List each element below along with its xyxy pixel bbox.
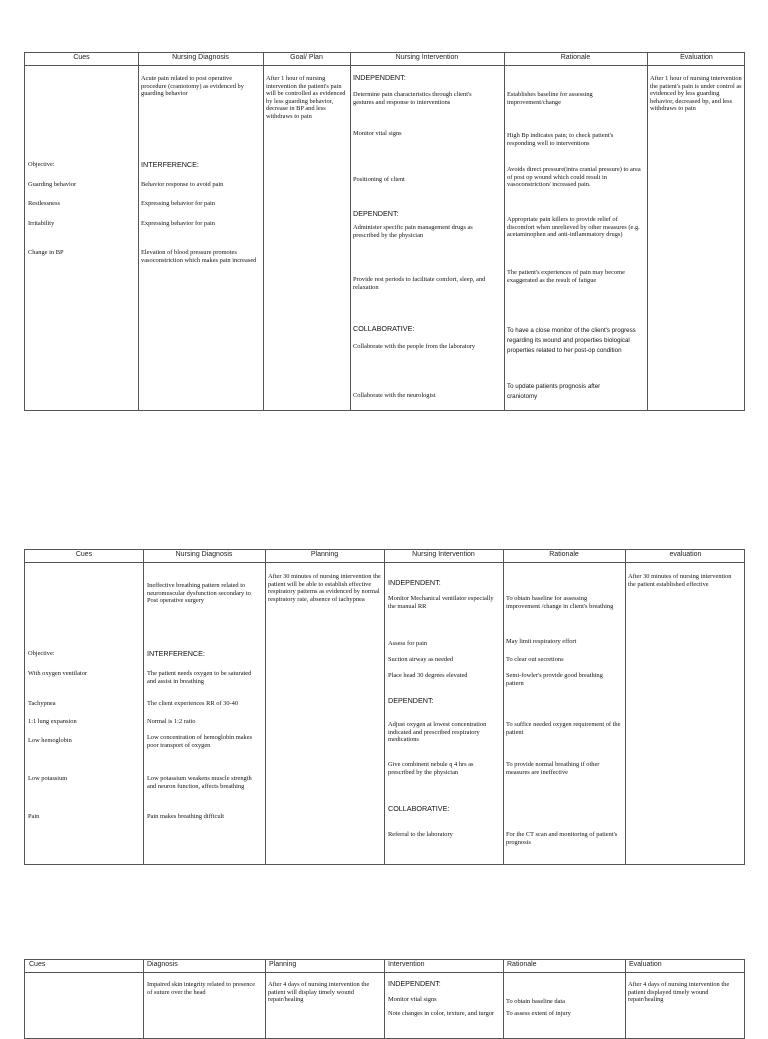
cue-item: Change in BP (28, 249, 64, 256)
rationale-item: To provide normal breathing if other measures are ineffective (506, 761, 600, 776)
collaborative-label: COLLABORATIVE: (353, 324, 415, 333)
rationale-item: To obtain baseline for assessing improvement /change in client's breathing (506, 595, 614, 610)
interference-item: Expressing behavior for pain (141, 200, 216, 207)
interference-item: Elevation of blood pressure promotes vasoconstriction which makes pain increased (141, 249, 257, 264)
cue-item: Low potassium (28, 775, 68, 782)
interference-item: The client experiences RR of 30-40 (147, 700, 239, 707)
dependent-label: DEPENDENT: (388, 696, 434, 705)
cue-item: Pain (28, 813, 40, 820)
rationale-item: To obtain baseline data (506, 998, 566, 1005)
cue-item: Low hemoglobin (28, 737, 72, 744)
header-intervention: Nursing Intervention (395, 54, 459, 61)
header-intervention: Intervention (388, 961, 425, 968)
rationale-item: To have a close monitor of the client's progress regarding its wound and properties biological properties related to her post-op condition (507, 327, 636, 354)
intervention-item: Assess for pain (388, 640, 428, 647)
header-intervention: Nursing Intervention (412, 551, 475, 558)
collaborative-label: COLLABORATIVE: (388, 804, 450, 813)
cue-item: Restlessness (28, 200, 60, 207)
objective-label: Objective: (28, 650, 55, 657)
cue-item: Irritability (28, 220, 55, 227)
interference-item: Expressing behavior for pain (141, 220, 216, 227)
diagnosis-text: Acute pain related to post operative procedure (craniotomy) as evidenced by guarding behavior (141, 75, 244, 97)
care-plan-table-skin (24, 959, 745, 1039)
rationale-item: To suffice needed oxygen requirement of the patient (506, 721, 621, 736)
header-cues: Cues (73, 54, 90, 61)
cue-item: Tachypnea (28, 700, 56, 707)
rationale-item: To update patients prognosis after craniotomy (507, 383, 601, 400)
header-cues: Cues (29, 961, 46, 968)
rationale-item: May limit respiratory effort (506, 638, 577, 645)
header-planning: Planning (310, 551, 339, 558)
evaluation-text: After 4 days of nursing intervention the patient displayed timely wound repair/healing (628, 981, 730, 1003)
intervention-item: Adjust oxygen at lowest concentration indicated and prescribed respiratory medications (388, 721, 487, 743)
objective-label: Objective: (28, 161, 55, 168)
independent-label: INDEPENDENT: (388, 979, 441, 988)
intervention-item: Administer specific pain management drugs as prescribed by the physician (353, 224, 473, 239)
planning-text: After 30 minutes of nursing intervention the patient will be able to establish effective respiratory patterns as evidenced by normal respiratory rate, absence of tachypnea (268, 573, 381, 603)
rationale-item: Avoids direct pressure(intra cranial pressure) to area of post op wound which could result in vasoconstriction/ increased pain. (507, 166, 641, 188)
interference-item: Low potassium weakens muscle strength and neuron function, affects breathing (147, 775, 252, 790)
intervention-item: Positioning of client (353, 176, 405, 183)
evaluation-text: After 1 hour of nursing intervention the patient's pain is under control as evidenced by less guarding behavior, decreased bp, and less withdraws to pain (650, 75, 742, 112)
header-evaluation: Evaluation (629, 961, 662, 968)
header-evaluation: evaluation (669, 551, 702, 558)
intervention-item: Monitor vital signs (353, 130, 402, 137)
intervention-item: Provide rest periods to facilitate comfort, sleep, and relaxation (353, 276, 486, 291)
interference-item: The patient needs oxygen to be saturated and assist in breathing (147, 670, 252, 685)
intervention-item: Collaborate with the neurologist (353, 392, 436, 399)
header-cues: Cues (75, 551, 93, 558)
interference-item: Normal is 1:2 ratio (147, 718, 196, 725)
header-rationale: Rationale (560, 54, 591, 61)
intervention-item: Suction airway as needed (388, 656, 454, 663)
evaluation-text: After 30 minutes of nursing intervention the patient established effective (628, 573, 732, 588)
intervention-item: Referral to the laboratory (388, 831, 453, 838)
rationale-item: High Bp indicates pain; to check patient's responding well to interventions (507, 132, 614, 147)
header-goal: Goal/ Plan (290, 54, 323, 61)
header-diagnosis: Nursing Diagnosis (175, 551, 233, 558)
intervention-item: Note changes in color, texture, and turgor (388, 1010, 495, 1017)
header-diagnosis: Diagnosis (147, 961, 178, 968)
planning-text: After 4 days of nursing intervention the patient will display timely wound repair/healing (268, 981, 370, 1003)
header-evaluation: Evaluation (680, 54, 713, 61)
dependent-label: DEPENDENT: (353, 209, 399, 218)
intervention-item: Monitor vital signs (388, 996, 437, 1003)
interference-item: Behavior response to avoid pain (141, 181, 224, 188)
cue-item: Guarding behavior (28, 181, 77, 188)
rationale-item: To assess extent of injury (506, 1010, 571, 1017)
rationale-item: For the CT scan and monitoring of patient's prognosis (506, 831, 618, 846)
intervention-item: Give combinent nebule q 4 hrs as prescribed by the physician (388, 761, 474, 776)
goal-text: After 1 hour of nursing intervention the patient's pain will be controlled as evidenced by less guarding behavior, decrease in BP and less withdraws to pain (266, 75, 346, 120)
rationale-item: Semi-fowler's provide good breathing pattern (506, 672, 603, 687)
care-plan-table-pain (24, 52, 745, 411)
care-plan-table-breathing (24, 549, 745, 865)
cue-item: 1:1 lung expansion (28, 718, 77, 725)
rationale-item: The patient's experiences of pain may become exaggerated as the result of fatigue (507, 269, 625, 284)
rationale-item: To clear out secretions (506, 656, 564, 663)
header-planning: Planning (269, 961, 297, 968)
rationale-item: Appropriate pain killers to provide relief of discomfort when unrelieved by other measures (e.g. acetaminophen and anti-inflammatory drugs) (507, 216, 640, 238)
interference-label: INTERFERENCE: (147, 649, 205, 658)
diagnosis-text: Impaired skin integrity related to presence of suture over the head (147, 981, 256, 996)
header-rationale: Rationale (507, 961, 537, 968)
intervention-item: Collaborate with the people from the laboratory (353, 343, 476, 350)
independent-label: INDEPENDENT: (353, 73, 406, 82)
intervention-item: Monitor Mechanical ventilator especially the manual RR (388, 595, 494, 610)
independent-label: INDEPENDENT: (388, 578, 441, 587)
intervention-item: Determine pain characteristics through client's gestures and response to interventions (353, 91, 472, 106)
diagnosis-text: Ineffective breathing pattern related to neuromuscular dysfunction secondary to Post operative surgery (147, 582, 251, 604)
interference-label: INTERFERENCE: (141, 160, 199, 169)
interference-item: Low concentration of hemoglobin makes poor transport of oxygen (147, 734, 253, 749)
interference-item: Pain makes breathing difficult (147, 813, 225, 820)
intervention-item: Place head 30 degrees elevated (388, 672, 468, 679)
header-rationale: Rationale (549, 551, 579, 558)
header-diagnosis: Nursing Diagnosis (172, 54, 229, 61)
cue-item: With oxygen ventilator (28, 670, 88, 677)
rationale-item: Establishes baseline for assessing improvement/change (507, 91, 593, 106)
